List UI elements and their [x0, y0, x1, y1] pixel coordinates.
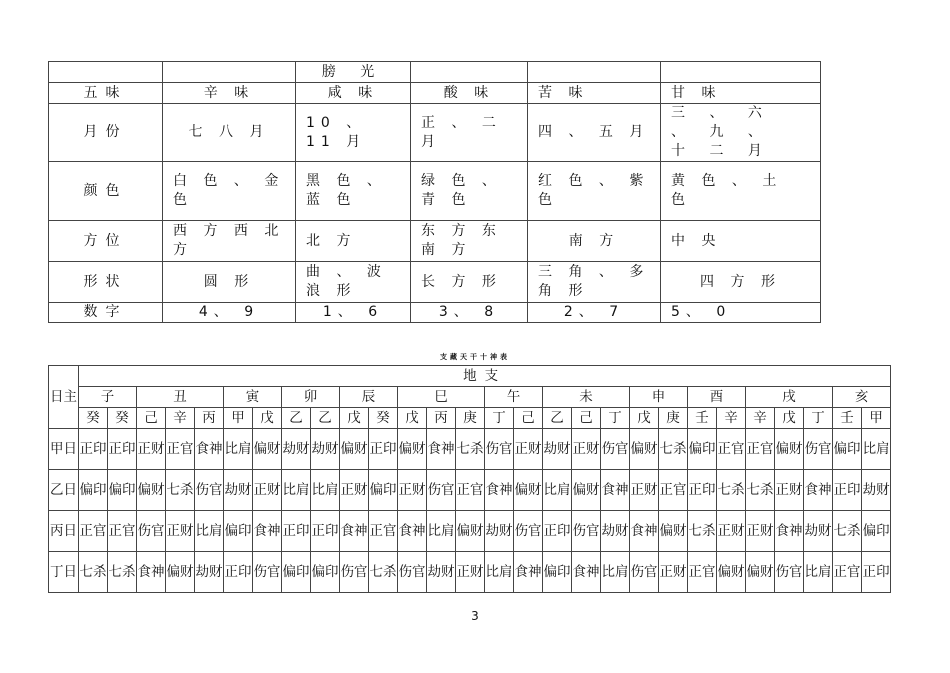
ten-god-cell: 正印: [108, 429, 137, 470]
stem-cell: 己: [572, 408, 601, 429]
stem-cell: 丙: [427, 408, 456, 429]
ten-god-cell: 正财: [775, 470, 804, 511]
ten-god-cell: 劫财: [485, 511, 514, 552]
table-cell: 白 色 、 金 色: [163, 162, 296, 221]
table-cell: 曲 、 波 浪 形: [296, 262, 411, 303]
ten-god-cell: 食神: [804, 470, 833, 511]
ten-god-cell: 比肩: [804, 552, 833, 593]
ten-god-cell: 偏财: [630, 429, 659, 470]
ten-god-cell: 正印: [224, 552, 253, 593]
ten-god-cell: 食神: [427, 429, 456, 470]
ten-god-cell: 食神: [572, 552, 601, 593]
ten-god-cell: 劫财: [427, 552, 456, 593]
table-cell: 正 、 二 月: [411, 104, 528, 162]
branch-cell: 巳: [398, 387, 485, 408]
day-label: 甲日: [49, 429, 79, 470]
ten-god-cell: 正财: [717, 511, 746, 552]
table-cell: 三 角 、 多 角 形: [528, 262, 661, 303]
ten-god-cell: 食神: [601, 470, 630, 511]
stem-cell: 甲: [862, 408, 891, 429]
ten-god-cell: 正官: [717, 429, 746, 470]
table-row: [49, 162, 821, 221]
ten-god-cell: 偏印: [224, 511, 253, 552]
ten-god-cell: 伤官: [804, 429, 833, 470]
ten-god-cell: 偏印: [543, 552, 572, 593]
stem-cell: 戊: [398, 408, 427, 429]
ten-god-cell: 比肩: [427, 511, 456, 552]
row-label: 方位: [49, 221, 163, 262]
ten-god-cell: 正财: [398, 470, 427, 511]
ten-god-cell: 偏印: [282, 552, 311, 593]
table-row: [49, 221, 821, 262]
table-cell: 西 方 西 北 方: [163, 221, 296, 262]
table-row: [49, 429, 891, 470]
table-row: [49, 104, 821, 162]
ten-god-cell: 伤官: [514, 511, 543, 552]
ten-god-cell: 伤官: [137, 511, 166, 552]
stem-cell: 壬: [688, 408, 717, 429]
ten-god-cell: 食神: [775, 511, 804, 552]
table-cell: 3、 8: [411, 303, 528, 323]
row-label: 形状: [49, 262, 163, 303]
row-label: 数字: [49, 303, 163, 323]
table-row: [49, 366, 891, 387]
ten-god-cell: 劫财: [543, 429, 572, 470]
ten-god-cell: 食神: [398, 511, 427, 552]
table-cell: 圆 形: [163, 262, 296, 303]
stem-cell: 癸: [79, 408, 108, 429]
hidden-stems-table: [48, 365, 891, 593]
stem-cell: 辛: [746, 408, 775, 429]
ten-god-cell: 伤官: [253, 552, 282, 593]
ten-god-cell: 食神: [253, 511, 282, 552]
table-cell: 辛 味: [163, 83, 296, 104]
ten-god-cell: 食神: [195, 429, 224, 470]
branch-cell: 丑: [137, 387, 224, 408]
ten-god-cell: 七杀: [717, 470, 746, 511]
stem-cell: 癸: [369, 408, 398, 429]
stem-cell: 乙: [282, 408, 311, 429]
ten-god-cell: 正印: [688, 470, 717, 511]
table-row: [49, 470, 891, 511]
stem-cell: 戊: [253, 408, 282, 429]
table-cell: 5、 0: [661, 303, 821, 323]
ten-god-cell: 正官: [456, 470, 485, 511]
stem-cell: 丙: [195, 408, 224, 429]
table-row: [49, 552, 891, 593]
ten-god-cell: 偏财: [253, 429, 282, 470]
ten-god-cell: 食神: [514, 552, 543, 593]
ten-god-cell: 比肩: [224, 429, 253, 470]
ten-god-cell: 偏印: [833, 429, 862, 470]
ten-god-cell: 食神: [137, 552, 166, 593]
day-label: 丁日: [49, 552, 79, 593]
table-cell: 绿 色 、 青 色: [411, 162, 528, 221]
ten-god-cell: 偏财: [340, 429, 369, 470]
stem-cell: 壬: [833, 408, 862, 429]
ten-god-cell: 偏印: [79, 470, 108, 511]
dizhi-header: 地支: [79, 366, 891, 387]
ten-god-cell: 偏财: [775, 429, 804, 470]
ten-god-cell: 伤官: [572, 511, 601, 552]
ten-god-cell: 七杀: [79, 552, 108, 593]
stem-cell: 甲: [224, 408, 253, 429]
ten-god-cell: 偏财: [572, 470, 601, 511]
ten-god-cell: 偏财: [137, 470, 166, 511]
ten-god-cell: 七杀: [833, 511, 862, 552]
ten-god-cell: 正官: [746, 429, 775, 470]
ten-god-cell: 正官: [688, 552, 717, 593]
table-cell: 七 八 月: [163, 104, 296, 162]
table-caption: 支藏天干十神表: [440, 353, 510, 361]
ten-god-cell: 劫财: [601, 511, 630, 552]
ten-god-cell: 比肩: [311, 470, 340, 511]
ten-god-cell: 正官: [833, 552, 862, 593]
stem-cell: 辛: [717, 408, 746, 429]
ten-god-cell: 正财: [166, 511, 195, 552]
table-cell: 黑 色 、 蓝 色: [296, 162, 411, 221]
stem-cell: 庚: [659, 408, 688, 429]
table-row: [49, 262, 821, 303]
row-label: 月份: [49, 104, 163, 162]
ten-god-cell: 正财: [630, 470, 659, 511]
table-row: [49, 511, 891, 552]
ten-god-cell: 偏财: [514, 470, 543, 511]
stem-cell: 癸: [108, 408, 137, 429]
ten-god-cell: 伤官: [427, 470, 456, 511]
ten-god-cell: 正财: [746, 511, 775, 552]
branch-cell: 卯: [282, 387, 340, 408]
ten-god-cell: 伤官: [601, 429, 630, 470]
ten-god-cell: 食神: [340, 511, 369, 552]
table-cell: 南 方: [528, 221, 661, 262]
ten-god-cell: 劫财: [224, 470, 253, 511]
ten-god-cell: 正印: [369, 429, 398, 470]
ten-god-cell: 正财: [572, 429, 601, 470]
day-label: 乙日: [49, 470, 79, 511]
ten-god-cell: 比肩: [485, 552, 514, 593]
ten-god-cell: 正印: [543, 511, 572, 552]
table-cell: 东 方 东 南 方: [411, 221, 528, 262]
ten-god-cell: 伤官: [630, 552, 659, 593]
table-cell: 2、 7: [528, 303, 661, 323]
ten-god-cell: 比肩: [601, 552, 630, 593]
table-row: [49, 303, 821, 323]
ten-god-cell: 正财: [253, 470, 282, 511]
ten-god-cell: 比肩: [862, 429, 891, 470]
ten-god-cell: 正印: [282, 511, 311, 552]
branch-cell: 酉: [688, 387, 746, 408]
branch-cell: 戌: [746, 387, 833, 408]
stem-cell: 戊: [630, 408, 659, 429]
stem-cell: 丁: [485, 408, 514, 429]
table-cell: 四 方 形: [661, 262, 821, 303]
stem-cell: 丁: [601, 408, 630, 429]
table-cell: 红 色 、 紫 色: [528, 162, 661, 221]
ten-god-cell: 偏财: [398, 429, 427, 470]
ten-god-cell: 伤官: [775, 552, 804, 593]
ten-god-cell: 七杀: [659, 429, 688, 470]
corner-cell: 日主: [49, 366, 79, 429]
table-cell: 10 、 11 月: [296, 104, 411, 162]
ten-god-cell: 七杀: [746, 470, 775, 511]
table-cell: 北 方: [296, 221, 411, 262]
ten-god-cell: 正财: [340, 470, 369, 511]
ten-god-cell: 正印: [862, 552, 891, 593]
stem-cell: 己: [137, 408, 166, 429]
table-row: [49, 83, 821, 104]
ten-god-cell: 正财: [456, 552, 485, 593]
ten-god-cell: 偏印: [311, 552, 340, 593]
ten-god-cell: 正官: [108, 511, 137, 552]
ten-god-cell: 伤官: [485, 429, 514, 470]
table-cell: 咸 味: [296, 83, 411, 104]
branch-cell: 子: [79, 387, 137, 408]
ten-god-cell: 劫财: [862, 470, 891, 511]
ten-god-cell: 劫财: [282, 429, 311, 470]
ten-god-cell: 食神: [630, 511, 659, 552]
ten-god-cell: 伤官: [398, 552, 427, 593]
ten-god-cell: 偏印: [862, 511, 891, 552]
ten-god-cell: 食神: [485, 470, 514, 511]
table-row: [49, 408, 891, 429]
header-cell: 膀 光: [296, 62, 411, 83]
table-cell: 中 央: [661, 221, 821, 262]
five-elements-table: [48, 61, 821, 323]
ten-god-cell: 正官: [369, 511, 398, 552]
table-cell: 甘 味: [661, 83, 821, 104]
stem-cell: 乙: [311, 408, 340, 429]
stem-cell: 辛: [166, 408, 195, 429]
ten-god-cell: 七杀: [108, 552, 137, 593]
branch-cell: 申: [630, 387, 688, 408]
table-row: [49, 62, 821, 83]
ten-god-cell: 正官: [659, 470, 688, 511]
table-cell: 三 、 六 、 九 、 十 二 月: [661, 104, 821, 162]
ten-god-cell: 七杀: [166, 470, 195, 511]
ten-god-cell: 伤官: [195, 470, 224, 511]
ten-god-cell: 比肩: [543, 470, 572, 511]
ten-god-cell: 正印: [311, 511, 340, 552]
table-cell: 黄 色 、 土 色: [661, 162, 821, 221]
ten-god-cell: 偏财: [659, 511, 688, 552]
branch-cell: 辰: [340, 387, 398, 408]
branch-cell: 未: [543, 387, 630, 408]
ten-god-cell: 劫财: [195, 552, 224, 593]
ten-god-cell: 七杀: [456, 429, 485, 470]
branch-cell: 寅: [224, 387, 282, 408]
ten-god-cell: 正印: [79, 429, 108, 470]
table-cell: 四 、 五 月: [528, 104, 661, 162]
stem-cell: 戊: [340, 408, 369, 429]
ten-god-cell: 伤官: [340, 552, 369, 593]
day-label: 丙日: [49, 511, 79, 552]
ten-god-cell: 正财: [514, 429, 543, 470]
ten-god-cell: 偏财: [166, 552, 195, 593]
ten-god-cell: 偏印: [688, 429, 717, 470]
ten-god-cell: 偏财: [746, 552, 775, 593]
row-label: 颜色: [49, 162, 163, 221]
page-number: 3: [471, 609, 479, 623]
stem-cell: 庚: [456, 408, 485, 429]
ten-god-cell: 偏财: [717, 552, 746, 593]
ten-god-cell: 偏印: [369, 470, 398, 511]
ten-god-cell: 正官: [79, 511, 108, 552]
ten-god-cell: 偏印: [108, 470, 137, 511]
table-cell: 苦 味: [528, 83, 661, 104]
stem-cell: 己: [514, 408, 543, 429]
ten-god-cell: 正财: [659, 552, 688, 593]
ten-god-cell: 劫财: [311, 429, 340, 470]
ten-god-cell: 劫财: [804, 511, 833, 552]
ten-god-cell: 比肩: [195, 511, 224, 552]
table-row: [49, 387, 891, 408]
branch-cell: 午: [485, 387, 543, 408]
ten-god-cell: 正官: [166, 429, 195, 470]
ten-god-cell: 正印: [833, 470, 862, 511]
ten-god-cell: 正财: [137, 429, 166, 470]
table-cell: 长 方 形: [411, 262, 528, 303]
table-cell: 酸 味: [411, 83, 528, 104]
table-cell: 4、 9: [163, 303, 296, 323]
table-cell: 1、 6: [296, 303, 411, 323]
ten-god-cell: 七杀: [688, 511, 717, 552]
stem-cell: 乙: [543, 408, 572, 429]
stem-cell: 戊: [775, 408, 804, 429]
row-label: 五味: [49, 83, 163, 104]
ten-god-cell: 偏财: [456, 511, 485, 552]
branch-cell: 亥: [833, 387, 891, 408]
ten-god-cell: 比肩: [282, 470, 311, 511]
ten-god-cell: 七杀: [369, 552, 398, 593]
stem-cell: 丁: [804, 408, 833, 429]
